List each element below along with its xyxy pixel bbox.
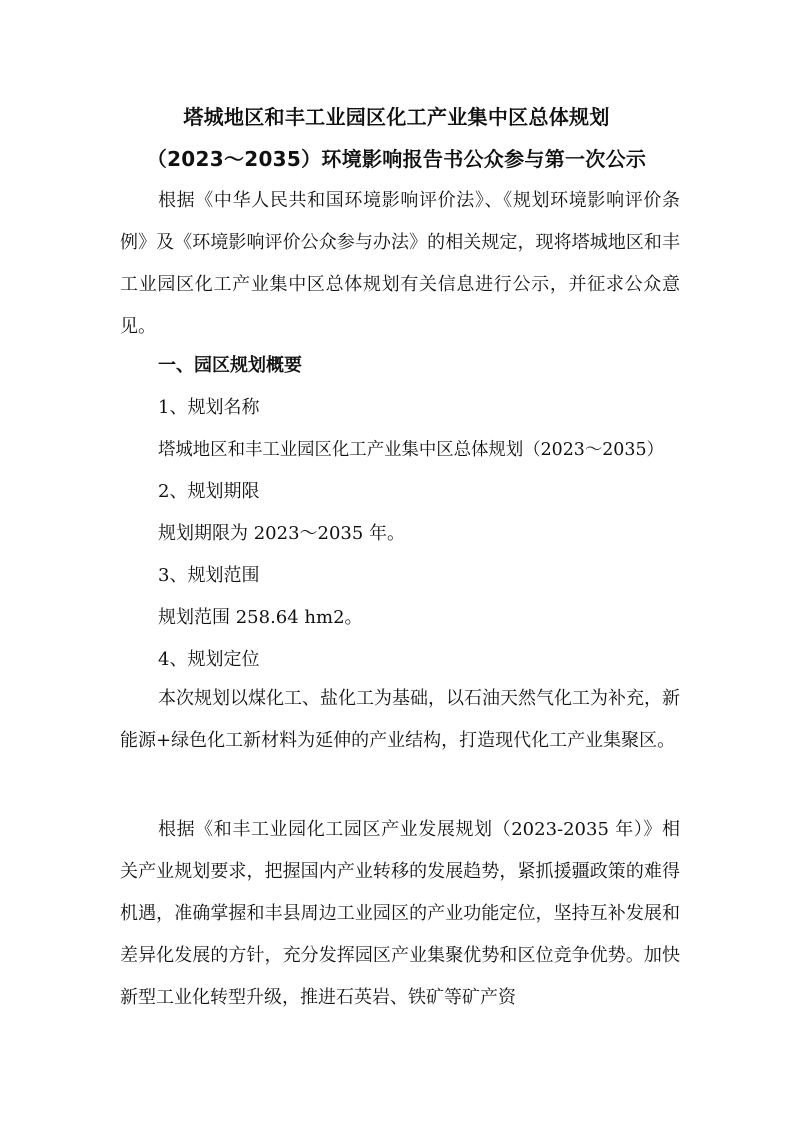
item-label-plan-period: 2、规划期限 bbox=[158, 481, 260, 502]
document-title-line-1: 塔城地区和丰工业园区化工产业集中区总体规划 bbox=[183, 105, 610, 129]
development-paragraph: 根据《和丰工业园化工园区产业发展规划（2023-2035 年）》相关产业规划要求，把握国内产业转移的发展趋势，紧抓援疆政策的难得机遇，准确掌握和丰县周边工业园区的产业功能定位，坚持互补发展和差异化发展的方针，充分发挥园区产业集聚优势和区位竞争优势。加快新型工业化转型升级，推进石英岩、铁矿等矿产资 bbox=[120, 819, 680, 1008]
item-value-plan-period: 规划期限为 2023～2035 年。 bbox=[158, 523, 406, 544]
section-heading-plan-overview: 一、园区规划概要 bbox=[158, 355, 302, 376]
item-label-plan-scope: 3、规划范围 bbox=[158, 565, 260, 586]
intro-paragraph: 根据《中华人民共和国环境影响评价法》、《规划环境影响评价条例》及《环境影响评价公众参与办法》的相关规定，现将塔城地区和丰工业园区化工产业集中区总体规划有关信息进行公示，并征求公众意见。 bbox=[120, 190, 680, 337]
item-label-plan-name: 1、规划名称 bbox=[158, 397, 260, 418]
item-label-plan-positioning: 4、规划定位 bbox=[158, 649, 260, 670]
item-value-plan-name: 塔城地区和丰工业园区化工产业集中区总体规划（2023～2035） bbox=[158, 440, 664, 460]
item-value-plan-scope: 规划范围 258.64 hm2。 bbox=[158, 607, 363, 628]
document-title-line-2: （2023～2035）环境影响报告书公众参与第一次公示 bbox=[146, 147, 647, 171]
positioning-paragraph: 本次规划以煤化工、盐化工为基础，以石油天然气化工为补充，新能源+绿色化工新材料为延伸的产业结构，打造现代化工产业集聚区。 bbox=[120, 688, 680, 751]
